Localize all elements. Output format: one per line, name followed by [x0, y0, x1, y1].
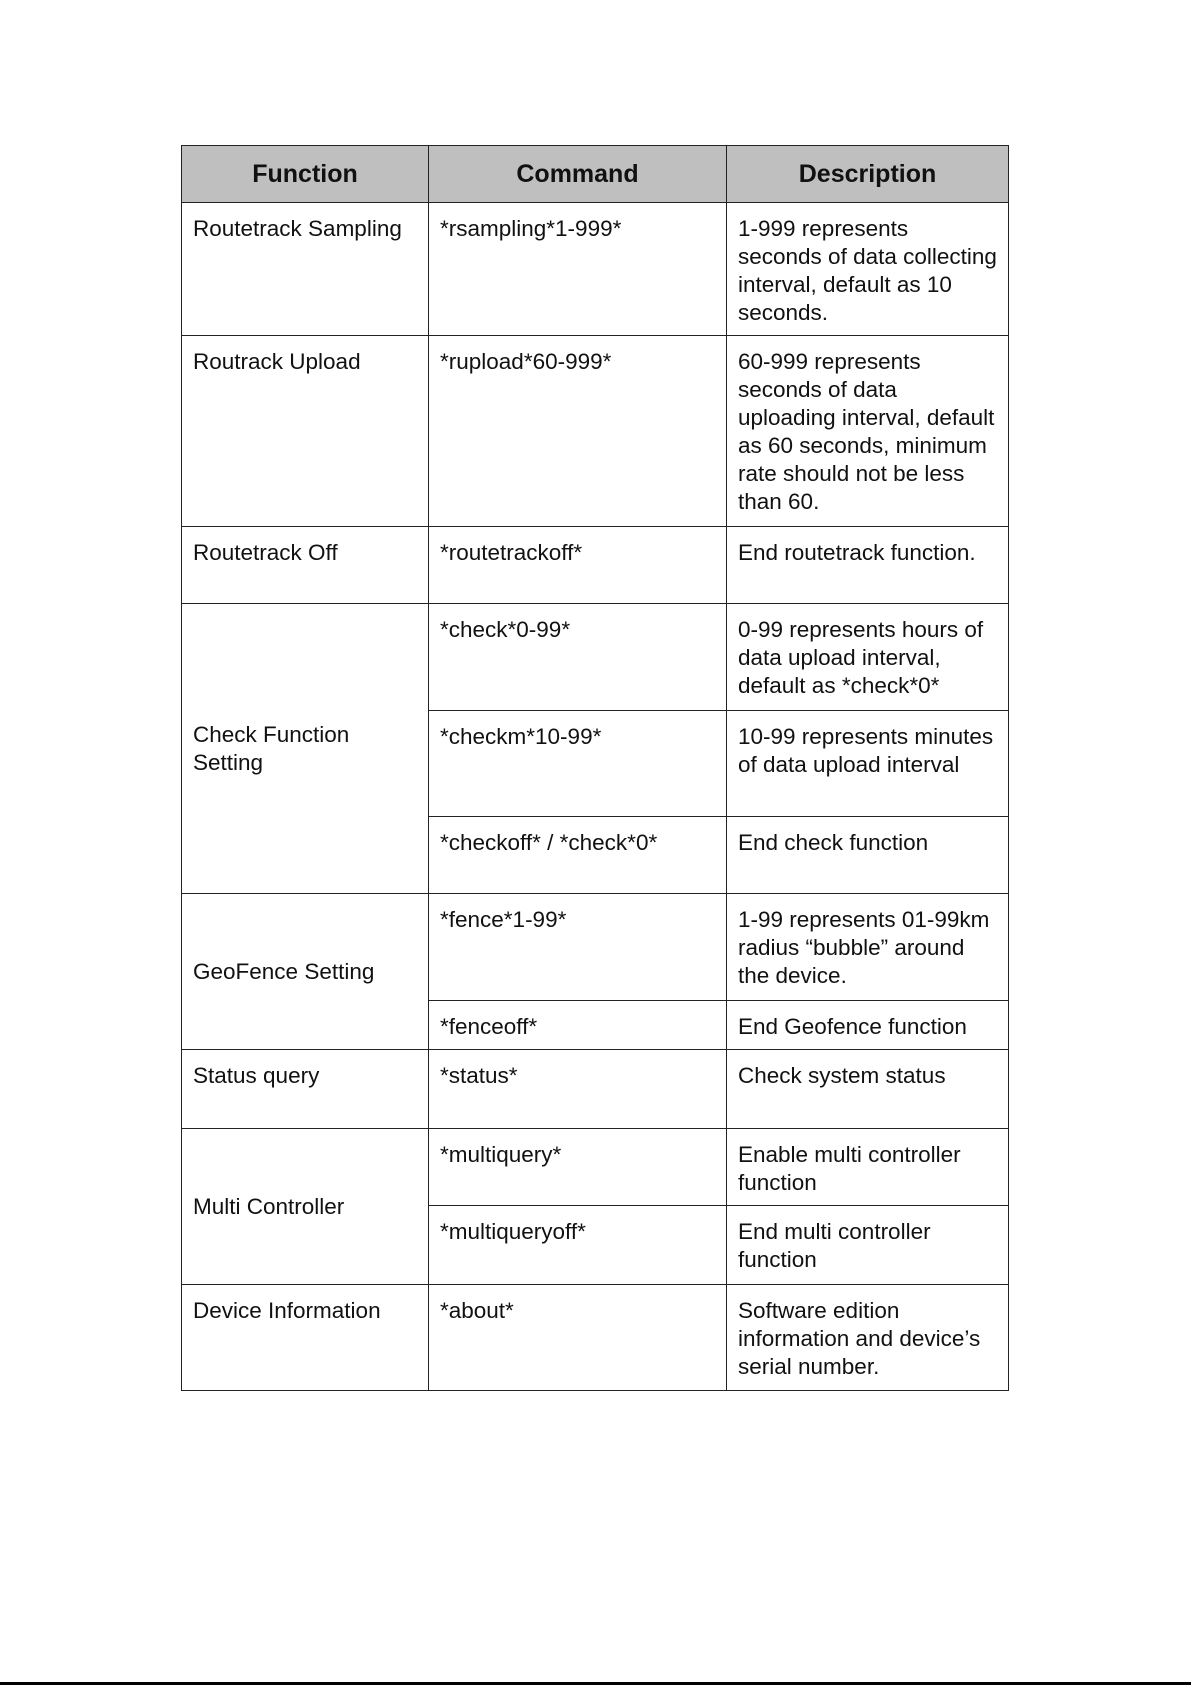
- description-cell: 1-999 represents seconds of data collecting interval, default as 10 seconds.: [727, 203, 1009, 336]
- description-cell: End Geofence function: [727, 1001, 1009, 1050]
- command-cell: *checkm*10-99*: [429, 711, 727, 817]
- function-cell: Routetrack Sampling: [182, 203, 429, 336]
- command-cell: *routetrackoff*: [429, 527, 727, 604]
- function-cell: GeoFence Setting: [182, 894, 429, 1050]
- table-row: [182, 894, 1009, 1001]
- table-row: [182, 1050, 1009, 1129]
- header-row: [182, 146, 1009, 203]
- header-description: Description: [727, 146, 1009, 203]
- command-cell: *checkoff* / *check*0*: [429, 817, 727, 894]
- command-cell: *fence*1-99*: [429, 894, 727, 1001]
- description-cell: 0-99 represents hours of data upload interval, default as *check*0*: [727, 604, 1009, 711]
- table-row: [182, 203, 1009, 336]
- command-cell: *status*: [429, 1050, 727, 1129]
- command-cell: *rupload*60-999*: [429, 336, 727, 527]
- command-table: [181, 145, 1009, 1391]
- description-cell: Enable multi controller function: [727, 1129, 1009, 1206]
- command-cell: *fenceoff*: [429, 1001, 727, 1050]
- description-cell: End routetrack function.: [727, 527, 1009, 604]
- description-cell: 1-99 represents 01-99km radius “bubble” around the device.: [727, 894, 1009, 1001]
- command-cell: *multiqueryoff*: [429, 1206, 727, 1285]
- description-cell: Software edition information and device’s serial number.: [727, 1285, 1009, 1391]
- table-row: [182, 1129, 1009, 1206]
- description-cell: 10-99 represents minutes of data upload interval: [727, 711, 1009, 817]
- function-cell: Status query: [182, 1050, 429, 1129]
- table-row: [182, 527, 1009, 604]
- function-cell: Routetrack Off: [182, 527, 429, 604]
- function-cell: Check Function Setting: [182, 604, 429, 894]
- command-cell: *check*0-99*: [429, 604, 727, 711]
- command-cell: *about*: [429, 1285, 727, 1391]
- header-command: Command: [429, 146, 727, 203]
- header-function: Function: [182, 146, 429, 203]
- description-cell: 60-999 represents seconds of data uploading interval, default as 60 seconds, minimum rate should not be less than 60.: [727, 336, 1009, 527]
- description-cell: Check system status: [727, 1050, 1009, 1129]
- command-cell: *rsampling*1-999*: [429, 203, 727, 336]
- command-cell: *multiquery*: [429, 1129, 727, 1206]
- function-cell: Routrack Upload: [182, 336, 429, 527]
- table-row: [182, 604, 1009, 711]
- function-cell: Multi Controller: [182, 1129, 429, 1285]
- function-cell: Device Information: [182, 1285, 429, 1391]
- table-row: [182, 1285, 1009, 1391]
- table-row: [182, 336, 1009, 527]
- description-cell: End check function: [727, 817, 1009, 894]
- description-cell: End multi controller function: [727, 1206, 1009, 1285]
